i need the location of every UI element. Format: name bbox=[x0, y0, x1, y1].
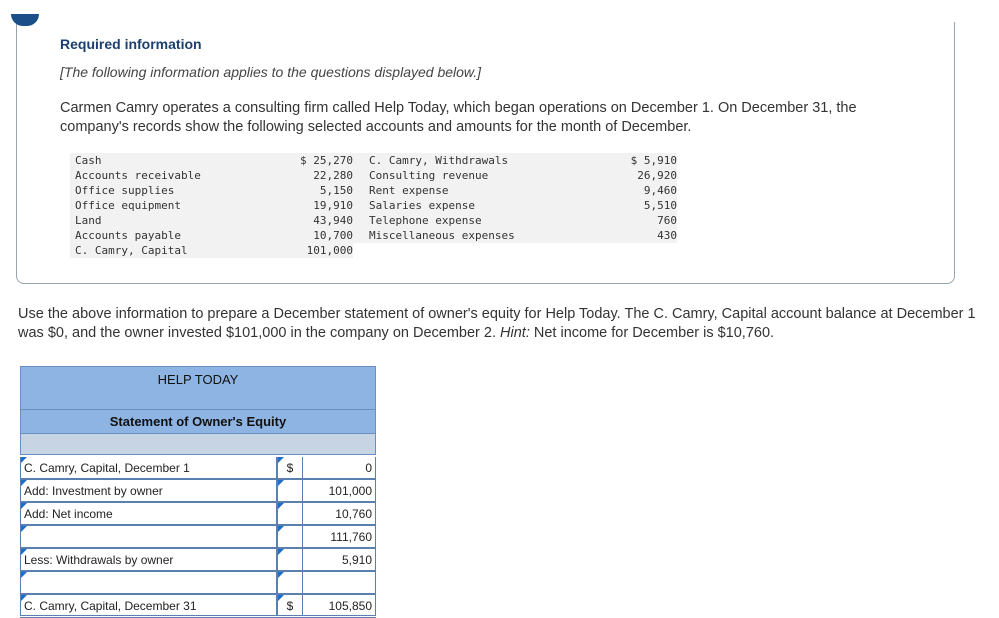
account-name-2: C. Camry, Withdrawals bbox=[353, 153, 599, 168]
intro-paragraph: Carmen Camry operates a consulting firm called Help Today, which began operations on December 1. On December 31, the company's records show the following selected accounts and amounts for the month of December. bbox=[60, 100, 857, 135]
amount-input[interactable]: 5,910 bbox=[302, 549, 376, 570]
account-name: C. Camry, Capital bbox=[70, 243, 280, 258]
account-row bbox=[70, 243, 677, 258]
account-name-2: Salaries expense bbox=[353, 198, 599, 213]
dropdown-marker-icon bbox=[21, 572, 27, 578]
account-amount-2: 760 bbox=[599, 213, 677, 228]
account-name-2: Rent expense bbox=[353, 183, 599, 198]
dropdown-marker-icon bbox=[21, 595, 27, 601]
account-row bbox=[70, 228, 677, 243]
account-name-2 bbox=[353, 243, 599, 258]
input-marker-icon bbox=[278, 595, 284, 601]
statement-rows bbox=[20, 457, 376, 618]
statement-row bbox=[20, 549, 376, 572]
instructions-paragraph bbox=[18, 305, 978, 343]
statement-row bbox=[20, 480, 376, 503]
account-name: Office equipment bbox=[70, 198, 280, 213]
statement-label-input[interactable] bbox=[20, 503, 276, 524]
required-info-note: [The following information applies to the questions displayed below.] bbox=[60, 64, 482, 80]
account-row bbox=[70, 168, 677, 183]
statement-of-owners-equity bbox=[20, 366, 376, 618]
statement-row bbox=[20, 503, 376, 526]
input-marker-icon bbox=[278, 457, 284, 463]
account-name-2: Consulting revenue bbox=[353, 168, 599, 183]
statement-row bbox=[20, 572, 376, 595]
account-amount-2: 5,510 bbox=[599, 198, 677, 213]
statement-label-input[interactable] bbox=[20, 526, 276, 547]
amount-input[interactable]: 0 bbox=[302, 457, 376, 478]
statement-row bbox=[20, 595, 376, 618]
account-name-2: Miscellaneous expenses bbox=[353, 228, 599, 243]
account-name: Office supplies bbox=[70, 183, 280, 198]
amount-input[interactable]: 101,000 bbox=[302, 480, 376, 501]
amount-input[interactable]: 111,760 bbox=[302, 526, 376, 547]
dropdown-marker-icon bbox=[21, 549, 27, 555]
company-name: HELP TODAY bbox=[157, 372, 239, 387]
required-info-title: Required information bbox=[60, 36, 202, 52]
currency-cell bbox=[276, 503, 302, 524]
account-amount: 19,910 bbox=[280, 198, 353, 213]
statement-label-input[interactable] bbox=[20, 572, 276, 593]
account-amount-2: 26,920 bbox=[599, 168, 677, 183]
currency-cell bbox=[276, 457, 302, 478]
input-marker-icon bbox=[278, 503, 284, 509]
account-name-2: Telephone expense bbox=[353, 213, 599, 228]
account-amount: $ 25,270 bbox=[280, 153, 353, 168]
hint-label: Hint: bbox=[500, 325, 530, 341]
amount-input[interactable] bbox=[302, 572, 376, 593]
amount-input[interactable]: 105,850 bbox=[302, 595, 376, 615]
statement-header bbox=[20, 366, 376, 410]
currency-cell bbox=[276, 572, 302, 593]
currency-symbol: $ bbox=[286, 599, 294, 613]
currency-cell bbox=[276, 549, 302, 570]
account-amount-2 bbox=[599, 243, 677, 258]
statement-label-input[interactable] bbox=[20, 595, 276, 615]
account-amount: 43,940 bbox=[280, 213, 353, 228]
account-amount-2: $ 5,910 bbox=[599, 153, 677, 168]
statement-label-input[interactable] bbox=[20, 457, 276, 478]
account-name: Accounts receivable bbox=[70, 168, 280, 183]
account-row bbox=[70, 198, 677, 213]
account-row bbox=[70, 183, 677, 198]
account-name: Land bbox=[70, 213, 280, 228]
accounts-table bbox=[70, 153, 677, 258]
account-name: Cash bbox=[70, 153, 280, 168]
currency-cell bbox=[276, 480, 302, 501]
account-row bbox=[70, 213, 677, 228]
statement-row bbox=[20, 526, 376, 549]
dropdown-marker-icon bbox=[21, 480, 27, 486]
statement-label-text: C. Camry, Capital, December 1 bbox=[24, 461, 190, 475]
dropdown-marker-icon bbox=[21, 457, 27, 463]
input-marker-icon bbox=[278, 572, 284, 578]
statement-label-text: Add: Investment by owner bbox=[24, 484, 163, 498]
account-row bbox=[70, 153, 677, 168]
account-amount: 5,150 bbox=[280, 183, 353, 198]
account-name: Accounts payable bbox=[70, 228, 280, 243]
statement-title: Statement of Owner's Equity bbox=[20, 410, 376, 434]
input-marker-icon bbox=[278, 526, 284, 532]
dropdown-marker-icon bbox=[21, 526, 27, 532]
statement-label-text: Add: Net income bbox=[24, 507, 113, 521]
statement-label-input[interactable] bbox=[20, 480, 276, 501]
account-amount-2: 9,460 bbox=[599, 183, 677, 198]
statement-date-row bbox=[20, 434, 376, 455]
amount-input[interactable]: 10,760 bbox=[302, 503, 376, 524]
currency-symbol: $ bbox=[286, 461, 294, 475]
account-amount: 10,700 bbox=[280, 228, 353, 243]
input-marker-icon bbox=[278, 549, 284, 555]
instructions-text: Use the above information to prepare a December statement of owner's equity for Help Today. The C. Camry, Capital account balance at December 1 was $0, and the owner invested $101,000 in the company on December 2. bbox=[18, 306, 976, 341]
currency-cell bbox=[276, 595, 302, 615]
currency-cell bbox=[276, 526, 302, 547]
statement-label-text: Less: Withdrawals by owner bbox=[24, 553, 174, 567]
statement-label-input[interactable] bbox=[20, 549, 276, 570]
dropdown-marker-icon bbox=[21, 503, 27, 509]
input-marker-icon bbox=[278, 480, 284, 486]
statement-row bbox=[20, 457, 376, 480]
hint-text: Net income for December is $10,760. bbox=[529, 325, 775, 341]
account-amount: 22,280 bbox=[280, 168, 353, 183]
account-amount: 101,000 bbox=[280, 243, 353, 258]
account-amount-2: 430 bbox=[599, 228, 677, 243]
statement-label-text: C. Camry, Capital, December 31 bbox=[24, 599, 197, 613]
